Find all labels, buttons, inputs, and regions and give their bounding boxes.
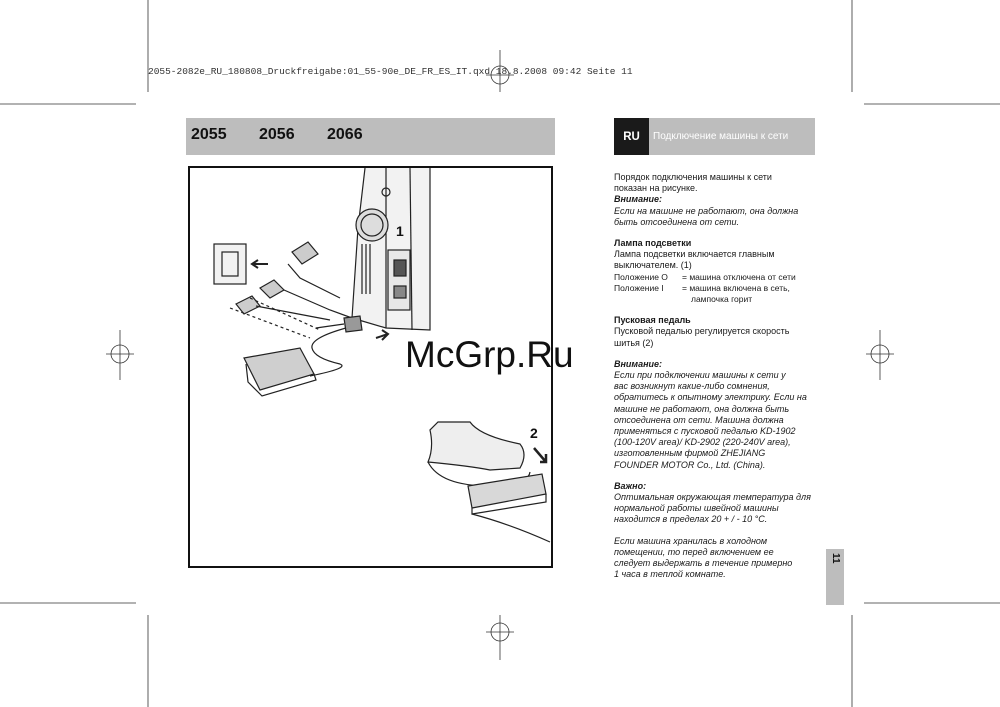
attention-line: обратитесь к опытному электрику. Если на	[614, 392, 807, 403]
attention-line: Если на машине не работают, она должна	[614, 205, 799, 216]
model-number: 2055	[191, 126, 227, 143]
lamp-heading: Лампа подсветки	[614, 238, 692, 249]
model-header	[186, 118, 555, 155]
cold-line: следует выдержать в течение примерно	[614, 558, 793, 569]
lamp-line: Лампа подсветки включается главным	[614, 249, 775, 260]
pedal-heading: Пусковая педаль	[614, 315, 691, 326]
model-number: 2066	[327, 126, 363, 143]
important-line: находится в пределах 20 + / - 10 °C.	[614, 514, 768, 525]
pedal-line: Пусковой педалью регулируется скорость	[614, 326, 790, 337]
text-column	[614, 172, 817, 581]
label-2: 2	[530, 425, 538, 441]
attention-line: (100-120V area)/ KD-2902 (220-240V area),	[614, 437, 791, 448]
position-text: = машина отключена от сети	[682, 271, 796, 282]
position-text: лампочка горит	[691, 294, 753, 305]
language-badge: RU	[614, 118, 649, 155]
page-number-tab	[826, 549, 844, 605]
position-row	[614, 283, 817, 294]
important-line: Оптимальная окружающая температура для	[614, 492, 811, 503]
pedal-line: шитья (2)	[614, 337, 654, 348]
label-1: 1	[396, 223, 404, 239]
position-text: = машина включена в сеть,	[682, 282, 790, 293]
position-row	[614, 294, 817, 305]
attention-heading: Внимание:	[614, 358, 663, 369]
intro-line: показан на рисунке.	[614, 183, 698, 194]
attention-line: машине не работают, она должна быть	[614, 403, 790, 414]
important-heading: Важно:	[614, 480, 647, 491]
intro-line: Порядок подключения машины к сети	[614, 172, 772, 182]
cold-line: 1 часа в теплой комнате.	[614, 569, 726, 580]
position-row	[614, 272, 817, 283]
section-title: Подключение машины к сети	[649, 118, 815, 155]
lamp-line: выключателем. (1)	[614, 260, 692, 271]
cold-line: Если машина хранилась в холодном	[614, 535, 768, 546]
position-label-spacer	[614, 294, 682, 305]
attention-heading: Внимание:	[614, 194, 663, 205]
attention-line: Если при подключении машины к сети у	[614, 370, 786, 381]
attention-line: изготовленным фирмой ZHEJIANG	[614, 448, 766, 459]
print-slug: 2055-2082e_RU_180808_Druckfreigabe:01_55-90e_DE_FR_ES_IT.qxd 18.8.2008 09:42 Seite 11	[148, 66, 633, 77]
watermark: McGrp.Ru	[405, 334, 574, 375]
cold-line: помещении, то перед включением ее	[614, 546, 774, 557]
position-label: Положение I	[614, 282, 664, 293]
attention-line: FOUNDER MOTOR Co., Ltd. (China).	[614, 459, 766, 470]
position-label: Положение O	[614, 271, 668, 282]
model-number: 2056	[259, 126, 295, 143]
attention-line: вас возникнут какие-либо сомнения,	[614, 381, 770, 392]
page-number: 11	[830, 553, 841, 564]
attention-line: отсоединена от сети. Машина должна	[614, 414, 784, 425]
attention-line: быть отсоединена от сети.	[614, 216, 740, 227]
attention-line: применяться с пусковой педалью KD-1902	[614, 426, 796, 437]
important-line: нормальной работы швейной машины	[614, 503, 779, 514]
